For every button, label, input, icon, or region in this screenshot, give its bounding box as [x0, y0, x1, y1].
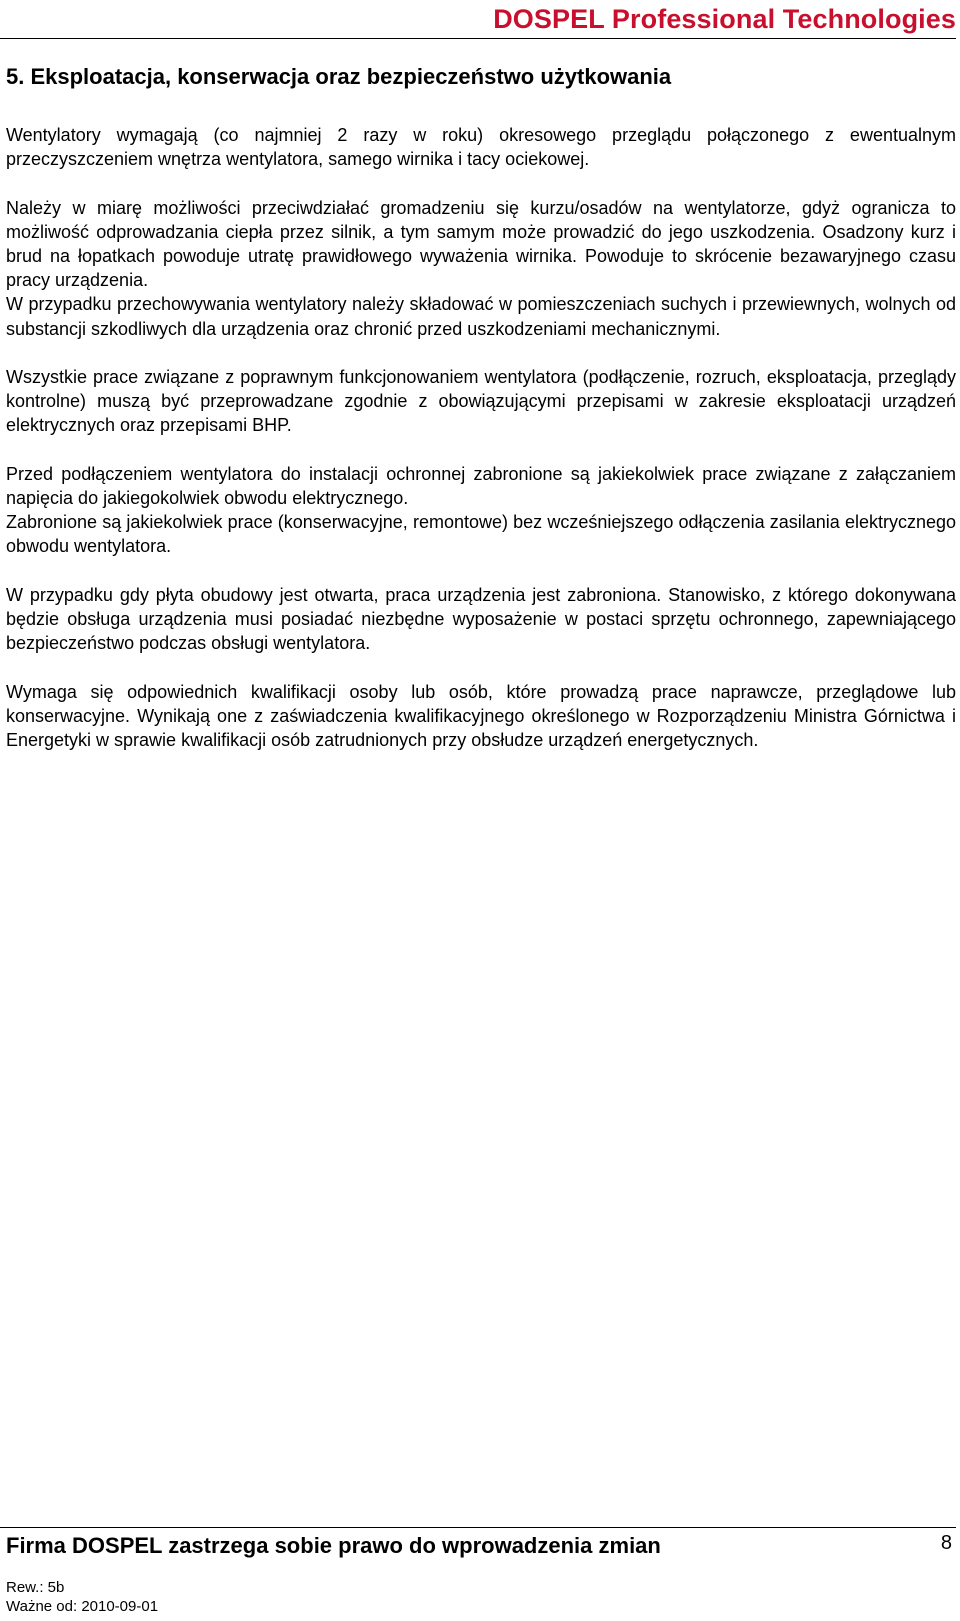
- revision-info: [6, 1578, 158, 1616]
- paragraph-regulations: Wszystkie prace związane z poprawnym funkcjonowaniem wentylatora (podłączenie, rozruch, eksploatacja, przeglądy kontrolne) muszą być przeprowadzane zgodnie z obowiązującymi przepisami w zakresie eksploatacji urządzeń elektrycznych oraz przepisami BHP.: [6, 367, 956, 436]
- paragraph-disconnection: Zabronione są jakiekolwiek prace (konserwacyjne, remontowe) bez wcześniejszego odłączenia zasilania elektrycznego obwodu wentylatora.: [6, 512, 956, 557]
- footer-divider: [0, 1527, 956, 1528]
- page-number: 8: [940, 1532, 952, 1554]
- paragraph-qualifications: Wymaga się odpowiednich kwalifikacji osoby lub osób, które prowadzą prace naprawcze, przeglądowe lub konserwacyjne. Wynikają one z zaświadczenia kwalifikacyjnego określonego w Rozporządzeniu Ministra Górnictwa i Energetyki w sprawie kwalifikacji osób zatrudnionych przy obsłudze urządzeń energetycznych.: [6, 681, 956, 750]
- page-header: [0, 0, 956, 39]
- section-title: 5. Eksploatacja, konserwacja oraz bezpieczeństwo użytkowania: [6, 64, 672, 89]
- paragraph-connection: Przed podłączeniem wentylatora do instalacji ochronnej zabronione są jakiekolwiek prace związane z załączaniem napięcia do jakiegokolwiek obwodu elektrycznego.: [6, 463, 956, 508]
- paragraph-storage: W przypadku przechowywania wentylatory należy składować w pomieszczeniach suchych i przewiewnych, wolnych od substancji szkodliwych dla urządzenia oraz chronić przed uszkodzeniami mechanicznymi.: [6, 294, 956, 339]
- paragraph-inspection: Wentylatory wymagają (co najmniej 2 razy w roku) okresowego przeglądu połączonego z ewentualnym przeczyszczeniem wnętrza wentylatora, samego wirnika i tacy ociekowej.: [6, 125, 956, 170]
- paragraph-housing: W przypadku gdy płyta obudowy jest otwarta, praca urządzenia jest zabroniona. Stanowisko, z którego dokonywana będzie obsługa urządzenia musi posiadać niezbędne wyposażenie w postaci sprzętu ochronnego, zapewniającego bezpieczeństwo podczas obsługi wentylatora.: [6, 584, 956, 654]
- document-body: [6, 123, 956, 776]
- brand-title: DOSPEL Professional Technologies: [493, 4, 956, 34]
- revision-label: Rew.: 5b: [6, 1579, 65, 1596]
- paragraph-dust: Należy w miarę możliwości przeciwdziałać gromadzeniu się kurzu/osadów na wentylatorze, gdyż ogranicza to możliwość odprowadzania ciepła przez silnik, a tym samym może prowadzić do jego uszkodzenia. Osadzony kurz i brud na łopatkach powoduje utratę prawidłowego wyważenia wirnika. Powoduje to skrócenie bezawaryjnego czasu pracy urządzenia.: [6, 197, 956, 291]
- valid-from-label: Ważne od: 2010-09-01: [6, 1598, 159, 1615]
- footer-note: Firma DOSPEL zastrzega sobie prawo do wprowadzenia zmian: [6, 1533, 661, 1558]
